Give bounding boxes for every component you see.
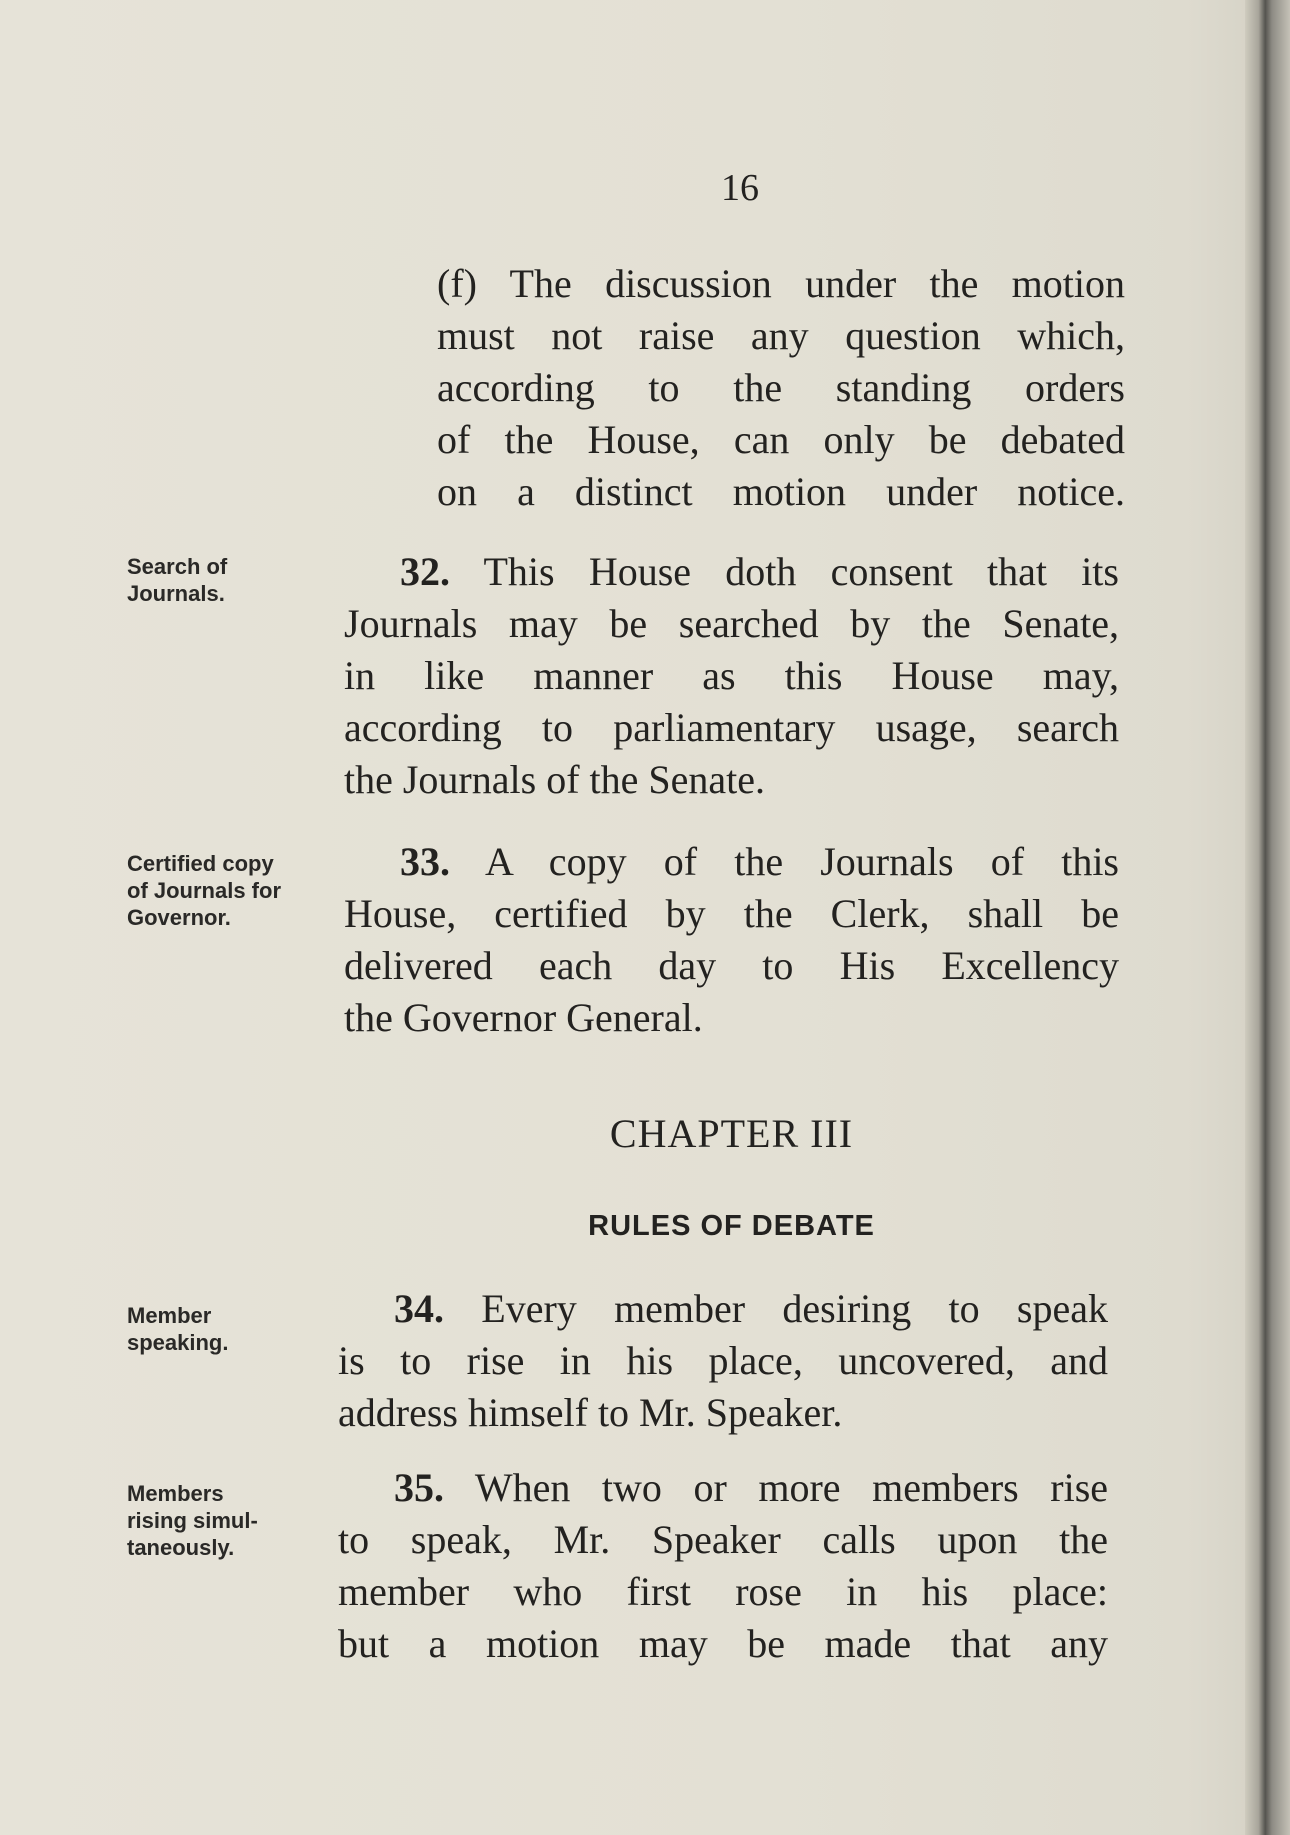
section-33-line: delivered each day to His Excellency <box>344 943 1119 988</box>
section-number: 35. <box>394 1465 444 1510</box>
margin-note-line: speaking. <box>127 1330 229 1355</box>
section-33-first-line <box>344 836 1119 888</box>
section-number: 34. <box>394 1286 444 1331</box>
section-35-line: to speak, Mr. Speaker calls upon the <box>338 1517 1108 1562</box>
section-32-line: the Journals of the Senate. <box>344 757 765 802</box>
section-33-line: the Governor General. <box>344 995 703 1040</box>
section-text: When two or more members rise <box>474 1465 1109 1510</box>
margin-note-line: of Journals for <box>127 878 282 903</box>
section-number: 33. <box>400 839 450 884</box>
margin-note-line: Certified copy <box>127 851 274 876</box>
margin-note-line: Search of <box>127 554 228 579</box>
book-spine-shadow <box>1245 0 1290 1835</box>
margin-note-member-speaking <box>127 1302 337 1356</box>
section-32-first-line <box>344 546 1119 598</box>
margin-note-line: Members <box>127 1481 224 1506</box>
section-34 <box>338 1283 1108 1439</box>
section-32-line: according to parliamentary usage, search <box>344 705 1119 750</box>
margin-note-certified-copy <box>127 850 337 931</box>
section-34-line: address himself to Mr. Speaker. <box>338 1390 843 1435</box>
section-34-first-line <box>338 1283 1108 1335</box>
page-number: 16 <box>721 167 759 209</box>
clause-f-line: on a distinct motion under notice. <box>437 469 1125 514</box>
margin-note-line: taneously. <box>127 1535 235 1560</box>
section-34-line: is to rise in his place, uncovered, and <box>338 1338 1108 1383</box>
section-35-line: member who first rose in his place: <box>338 1569 1108 1614</box>
clause-f-line: according to the standing orders <box>437 365 1125 410</box>
clause-f-line: (f) The discussion under the motion <box>437 261 1125 306</box>
chapter-subtitle: RULES OF DEBATE <box>588 1210 875 1242</box>
margin-note-search-of-journals <box>127 553 337 607</box>
section-text: Every member desiring to speak <box>481 1286 1108 1331</box>
section-32 <box>344 546 1119 806</box>
margin-note-line: Member <box>127 1303 212 1328</box>
margin-note-line: Governor. <box>127 905 231 930</box>
margin-note-line: rising simul- <box>127 1508 258 1533</box>
clause-f-line: of the House, can only be debated <box>437 417 1125 462</box>
clause-f <box>437 258 1125 518</box>
section-32-line: Journals may be searched by the Senate, <box>344 601 1119 646</box>
section-35-first-line <box>338 1462 1108 1514</box>
clause-f-line: must not raise any question which, <box>437 313 1125 358</box>
section-35 <box>338 1462 1108 1670</box>
chapter-title: CHAPTER III <box>609 1111 854 1156</box>
section-35-line: but a motion may be made that any <box>338 1621 1108 1666</box>
section-text: This House doth consent that its <box>483 549 1119 594</box>
section-33 <box>344 836 1119 1044</box>
margin-note-members-rising <box>127 1480 337 1561</box>
section-number: 32. <box>400 549 450 594</box>
margin-note-line: Journals. <box>127 581 225 606</box>
section-33-line: House, certified by the Clerk, shall be <box>344 891 1119 936</box>
section-text: A copy of the Journals of this <box>484 839 1120 884</box>
section-32-line: in like manner as this House may, <box>344 653 1119 698</box>
